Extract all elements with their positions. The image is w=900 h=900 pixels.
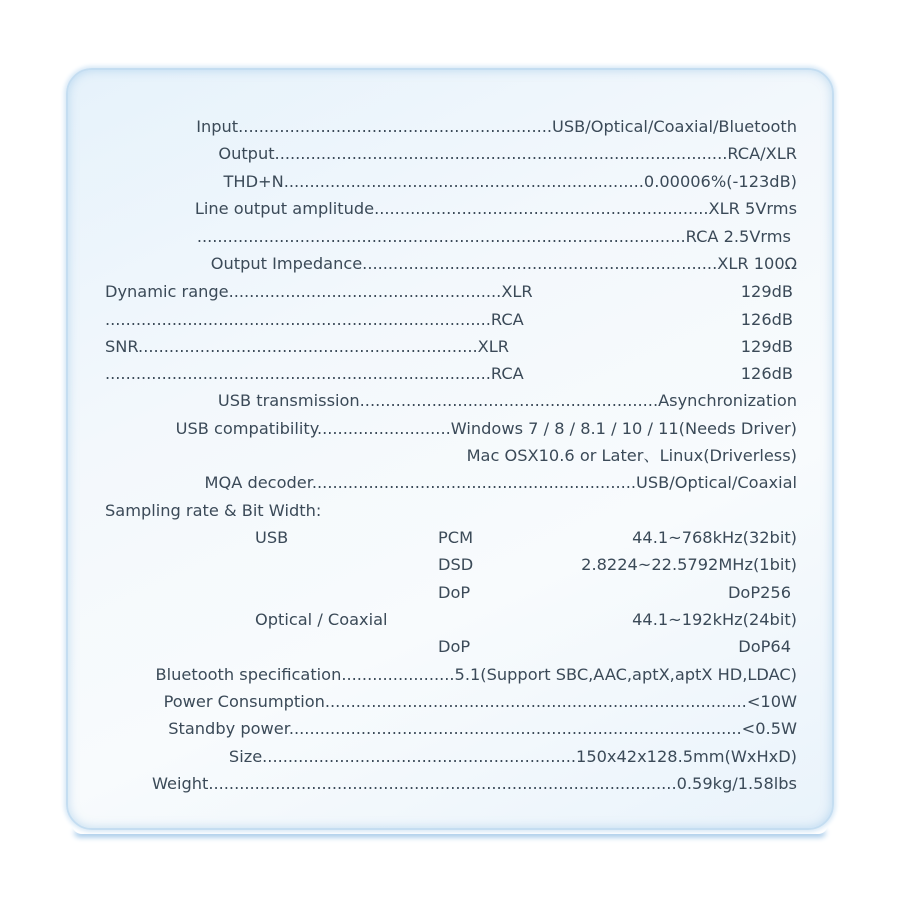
spec-row-thd — [105, 168, 797, 195]
spec-standby: Standby power........................................................................................<0.5W — [168, 719, 797, 738]
spec-row-power — [105, 688, 797, 715]
spec-row-mqa — [105, 469, 797, 496]
spec-row-standby — [105, 715, 797, 742]
spec-thd: THD+N......................................................................0.00006%(-123dB) — [223, 172, 797, 191]
spec-dop1-value: DoP256 — [727, 583, 791, 602]
spec-dynamic-range-label: Dynamic range.....................................................XLR — [105, 282, 533, 301]
spec-dop1-label: DoP — [438, 583, 471, 602]
spec-row-dynamic-range-rca — [105, 306, 797, 333]
spec-output-impedance: Output Impedance.....................................................................XLR 100Ω — [210, 254, 797, 273]
spec-sampling-label: Sampling rate & Bit Width: — [105, 501, 322, 520]
spec-dynamic-range-rca-label: ...........................................................................RCA — [105, 310, 524, 329]
spec-row-size — [105, 743, 797, 770]
spec-dsd-label: DSD — [438, 555, 474, 574]
spec-row-snr-rca — [105, 360, 797, 387]
spec-row-line-output — [105, 195, 797, 222]
spec-input: Input.............................................................USB/Optical/Coaxial/Bluetooth — [196, 117, 797, 136]
spec-row-input — [105, 113, 797, 140]
spec-dop2-label: DoP — [438, 637, 471, 656]
spec-line-output: Line output amplitude.................................................................XLR 5Vrms — [194, 199, 797, 218]
spec-row-line-output-rca — [105, 223, 791, 250]
spec-row-optical — [105, 606, 797, 633]
spec-dop2-value: DoP64 — [738, 637, 791, 656]
spec-snr-xlr: 129dB — [740, 337, 793, 356]
spec-row-dsd — [105, 551, 797, 578]
spec-row-output — [105, 140, 797, 167]
spec-row-usb-transmission — [105, 387, 797, 414]
spec-dynamic-range-rca: 126dB — [740, 310, 793, 329]
spec-row-dop256 — [105, 579, 797, 606]
spec-line-output-rca: ...............................................................................................RCA 2.5Vrms — [196, 227, 791, 246]
spec-pcm-value: 44.1~768kHz(32bit) — [632, 528, 797, 547]
spec-bluetooth: Bluetooth specification......................5.1(Support SBC,AAC,aptX,aptX HD,LDAC) — [155, 665, 797, 684]
spec-usb-compat-mac: Mac OSX10.6 or Later、Linux(Driverless) — [466, 446, 797, 465]
spec-row-usb-compat-mac — [105, 442, 797, 469]
spec-row-output-impedance — [105, 250, 797, 277]
spec-power: Power Consumption..................................................................................<10W — [163, 692, 797, 711]
spec-size: Size.............................................................150x42x128.5mm(WxHxD) — [228, 747, 797, 766]
spec-snr-label: SNR..................................................................XLR — [105, 337, 510, 356]
spec-row-snr — [105, 333, 797, 360]
spec-snr-rca-label: ...........................................................................RCA — [105, 364, 524, 383]
spec-usb-compat: USB compatibility..........................Windows 7 / 8 / 8.1 / 10 / 11(Needs Driver) — [175, 419, 797, 438]
spec-optical-value: 44.1~192kHz(24bit) — [632, 610, 797, 629]
spec-usb-transmission: USB transmission..........................................................Asynchronization — [217, 391, 797, 410]
spec-mqa: MQA decoder...............................................................USB/Optical/Coaxial — [204, 473, 797, 492]
spec-output: Output........................................................................................RCA/XLR — [218, 144, 797, 163]
spec-optical-label: Optical / Coaxial — [255, 610, 388, 629]
spec-usb-label: USB — [255, 528, 289, 547]
spec-snr-rca: 126dB — [740, 364, 793, 383]
spec-row-weight — [105, 770, 797, 797]
spec-row-dynamic-range — [105, 278, 797, 305]
spec-row-dop64 — [105, 633, 797, 660]
spec-pcm-label: PCM — [438, 528, 474, 547]
spec-weight: Weight...........................................................................................0.59kg/1.58lbs — [151, 774, 797, 793]
spec-row-usb-compat — [105, 415, 797, 442]
spec-row-bluetooth — [105, 661, 797, 688]
spec-dsd-value: 2.8224~22.5792MHz(1bit) — [581, 555, 797, 574]
spec-dynamic-range-xlr: 129dB — [740, 282, 793, 301]
spec-row-pcm — [105, 524, 797, 551]
spec-row-sampling — [105, 497, 797, 524]
